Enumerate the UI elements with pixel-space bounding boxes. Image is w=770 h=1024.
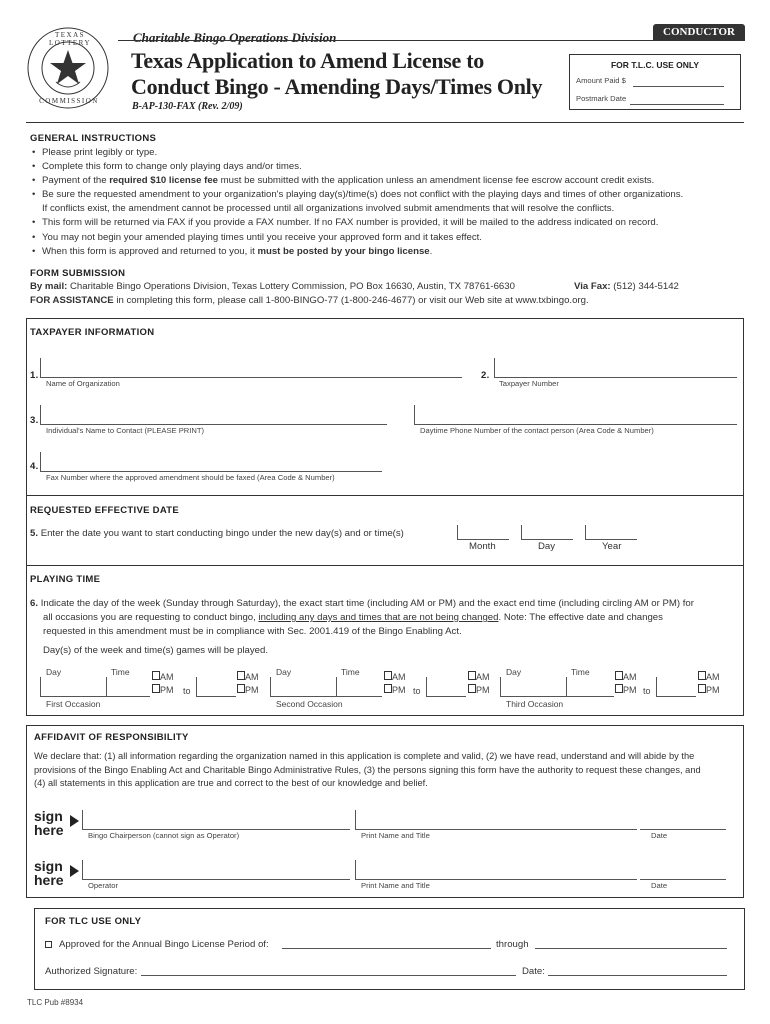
taxpayer-number-field[interactable] — [494, 358, 737, 378]
occ1-start-pm-checkbox[interactable] — [152, 684, 160, 693]
playing-time-heading: PLAYING TIME — [30, 574, 101, 585]
form-submission-heading: FORM SUBMISSION — [30, 268, 126, 279]
instruction-item: • When this form is approved and returned to you, it must be posted by your bingo license. — [30, 245, 750, 259]
fax-number-field[interactable] — [40, 452, 382, 472]
seal-text-top: TEXAS LOTTERY — [49, 31, 91, 47]
conductor-badge-text: CONDUCTOR — [663, 26, 735, 38]
occ1-label: First Occasion — [46, 699, 101, 709]
occ2-time-label: Time — [341, 667, 360, 677]
arrow-right-icon — [70, 815, 79, 827]
occ3-end-time-field[interactable] — [656, 677, 696, 697]
approved-checkbox[interactable] — [45, 941, 52, 948]
am-label: AM — [245, 672, 259, 682]
am-label: AM — [392, 672, 406, 682]
playing-time-instructions: 6. Indicate the day of the week (Sunday through Saturday), the exact start time (including AM or PM) and the exact end time (including circling AM or PM) for all occasions you are requesting to conduct bingo, including any days and times that are not being changed. Note: The effective date and changes requested in this amendment must be in compliance with Sec. 2001.419 of the Bingo Enabling Act. Day(s) of the week and time(s) games will be played. — [30, 598, 694, 656]
amount-paid-line[interactable] — [633, 77, 724, 87]
occ3-start-am-checkbox[interactable] — [615, 671, 623, 680]
pm-label: PM — [623, 685, 637, 695]
instruction-item: • You may not begin your amended playing times until you receive your approved form and it takes effect. — [30, 231, 750, 245]
occ3-start-time-field[interactable] — [566, 677, 614, 697]
occ1-day-label: Day — [46, 667, 62, 677]
mail-instructions: By mail: Charitable Bingo Operations Division, Texas Lottery Commission, PO Box 16630, Austin, TX 78761-6630 — [30, 281, 515, 292]
taxpayer-number-label: Taxpayer Number — [499, 379, 559, 388]
contact-phone-label: Daytime Phone Number of the contact person (Area Code & Number) — [420, 426, 654, 435]
chairperson-date-label: Date — [651, 831, 668, 840]
pm-label: PM — [476, 685, 490, 695]
contact-name-label: Individual's Name to Contact (PLEASE PRINT) — [46, 426, 205, 435]
instruction-item: • Be sure the requested amendment to your organization's playing day(s)/time(s) does not conflict with the playing days and times of other organizations. If conflicts exist, the amendment cannot be processed until all organizations involved submit amendments that will resolve the conflicts. — [30, 188, 750, 216]
field-number-3: 3. — [30, 415, 39, 426]
am-label: AM — [706, 672, 720, 682]
assistance-text: FOR ASSISTANCE in completing this form, please call 1-800-BINGO-77 (1-800-246-4677) or visit our Web site at www.txbingo.org. — [30, 295, 589, 306]
arrow-right-icon — [70, 865, 79, 877]
instruction-item: • Payment of the required $10 license fee must be submitted with the application unless an amendment license fee escrow account credit exists. — [30, 174, 750, 188]
organization-name-field[interactable] — [40, 358, 462, 378]
fax-number-input[interactable] — [41, 453, 382, 472]
contact-phone-field[interactable] — [414, 405, 737, 425]
pm-label: PM — [160, 685, 174, 695]
chairperson-print-name-field[interactable] — [355, 810, 637, 830]
occ1-end-time-field[interactable] — [196, 677, 236, 697]
taxpayer-heading: TAXPAYER INFORMATION — [30, 327, 155, 338]
publication-number: TLC Pub #8934 — [27, 998, 84, 1007]
occ2-day-field[interactable] — [270, 677, 336, 697]
fax-instructions: Via Fax: (512) 344-5142 — [574, 281, 679, 292]
operator-print-name-label: Print Name and Title — [361, 881, 430, 890]
postmark-date-label: Postmark Date — [576, 94, 627, 103]
through-label: through — [496, 939, 529, 950]
pm-label: PM — [392, 685, 406, 695]
year-label: Year — [602, 541, 622, 552]
header-rule — [118, 40, 745, 41]
instructions-heading: GENERAL INSTRUCTIONS — [30, 133, 157, 144]
chairperson-label: Bingo Chairperson (cannot sign as Operator) — [88, 831, 240, 840]
affidavit-heading: AFFIDAVIT OF RESPONSIBILITY — [34, 732, 189, 743]
operator-label: Operator — [88, 881, 118, 890]
authorized-signature-label: Authorized Signature: — [45, 966, 138, 977]
occ3-label: Third Occasion — [506, 699, 564, 709]
occ3-start-pm-checkbox[interactable] — [615, 684, 623, 693]
tlc-use-only-heading: FOR TLC USE ONLY — [45, 916, 142, 927]
tlc-date-label: Date: — [522, 966, 545, 977]
form-title-line2: Conduct Bingo - Amending Days/Times Only — [131, 74, 543, 99]
taxpayer-number-input[interactable] — [495, 359, 737, 378]
effective-date-prompt: 5. Enter the date you want to start conducting bingo under the new day(s) and or time(s) — [30, 528, 404, 539]
occ3-day-field[interactable] — [500, 677, 566, 697]
chairperson-print-name-label: Print Name and Title — [361, 831, 430, 840]
fax-number-label: Fax Number where the approved amendment should be faxed (Area Code & Number) — [46, 473, 335, 482]
tlc-date-line[interactable] — [548, 965, 727, 976]
form-title-line1: Texas Application to Amend License to — [131, 48, 484, 73]
to-label: to — [643, 686, 651, 696]
effective-day-field[interactable] — [521, 525, 573, 540]
occ1-end-pm-checkbox[interactable] — [237, 684, 245, 693]
form-code: B-AP-130-FAX (Rev. 2/09) — [132, 101, 243, 112]
occ2-day-label: Day — [276, 667, 292, 677]
sign-here-marker: sign here — [34, 808, 64, 838]
am-label: AM — [160, 672, 174, 682]
sign-here-marker: sign here — [34, 858, 64, 888]
occ1-time-label: Time — [111, 667, 130, 677]
license-period-start-line[interactable] — [282, 938, 491, 949]
organization-name-label: Name of Organization — [46, 379, 120, 388]
occ3-end-am-checkbox[interactable] — [698, 671, 706, 680]
division-name: Charitable Bingo Operations Division — [133, 30, 337, 45]
occ2-start-time-field[interactable] — [336, 677, 382, 697]
to-label: to — [413, 686, 421, 696]
occ2-start-am-checkbox[interactable] — [384, 671, 392, 680]
pm-label: PM — [706, 685, 720, 695]
approved-label: Approved for the Annual Bingo License Period of: — [59, 939, 269, 950]
occ1-start-time-field[interactable] — [106, 677, 150, 697]
field-number-1: 1. — [30, 370, 39, 381]
instruction-item: • Please print legibly or type. — [30, 146, 750, 160]
postmark-date-line[interactable] — [630, 95, 724, 105]
amount-paid-label: Amount Paid $ — [576, 76, 626, 85]
contact-name-input[interactable] — [41, 406, 387, 425]
affidavit-statement: We declare that: (1) all information regarding the organization named in this application is complete and valid, (2) we have read, understand and will abide by the provisions of the Bingo Enabling Act and Charitable Bingo Administrative Rules, (3) the persons signing this form have the authority to request these changes, and (4) all statements in this application are true and correct to the best of our knowledge and belief. — [34, 751, 701, 788]
seal-text-bottom: COMMISSION — [39, 97, 99, 105]
instruction-item: • This form will be returned via FAX if you provide a FAX number. If no FAX number is provided, it will be mailed to the address indicated on record. — [30, 216, 750, 230]
occ2-end-pm-checkbox[interactable] — [468, 684, 476, 693]
pm-label: PM — [245, 685, 259, 695]
am-label: AM — [623, 672, 637, 682]
occ1-end-am-checkbox[interactable] — [237, 671, 245, 680]
occ2-end-am-checkbox[interactable] — [468, 671, 476, 680]
contact-name-field[interactable] — [40, 405, 387, 425]
effective-year-field[interactable] — [585, 525, 637, 540]
operator-date-label: Date — [651, 881, 668, 890]
field-number-4: 4. — [30, 461, 39, 472]
am-label: AM — [476, 672, 490, 682]
operator-signature-field[interactable] — [82, 860, 350, 880]
instructions-list — [30, 146, 750, 259]
to-label: to — [183, 686, 191, 696]
occ2-end-time-field[interactable] — [426, 677, 466, 697]
contact-phone-input[interactable] — [415, 406, 737, 425]
occ3-time-label: Time — [571, 667, 590, 677]
occ3-end-pm-checkbox[interactable] — [698, 684, 706, 693]
chairperson-signature-field[interactable] — [82, 810, 350, 830]
occ2-start-pm-checkbox[interactable] — [384, 684, 392, 693]
occ1-start-am-checkbox[interactable] — [152, 671, 160, 680]
occ3-day-label: Day — [506, 667, 522, 677]
effective-date-heading: REQUESTED EFFECTIVE DATE — [30, 505, 180, 516]
day-label: Day — [538, 541, 556, 552]
operator-date-field[interactable] — [640, 860, 726, 880]
occ2-label: Second Occasion — [276, 699, 343, 709]
field-number-2: 2. — [481, 370, 490, 381]
organization-name-input[interactable] — [41, 359, 462, 378]
tlc-use-title: FOR T.L.C. USE ONLY — [610, 60, 699, 70]
effective-month-field[interactable] — [457, 525, 509, 540]
authorized-signature-line[interactable] — [141, 965, 516, 976]
instruction-item: • Complete this form to change only playing days and/or times. — [30, 160, 750, 174]
month-label: Month — [469, 541, 496, 552]
chairperson-date-field[interactable] — [640, 810, 726, 830]
operator-print-name-field[interactable] — [355, 860, 637, 880]
license-period-end-line[interactable] — [535, 938, 727, 949]
occ1-day-field[interactable] — [40, 677, 106, 697]
